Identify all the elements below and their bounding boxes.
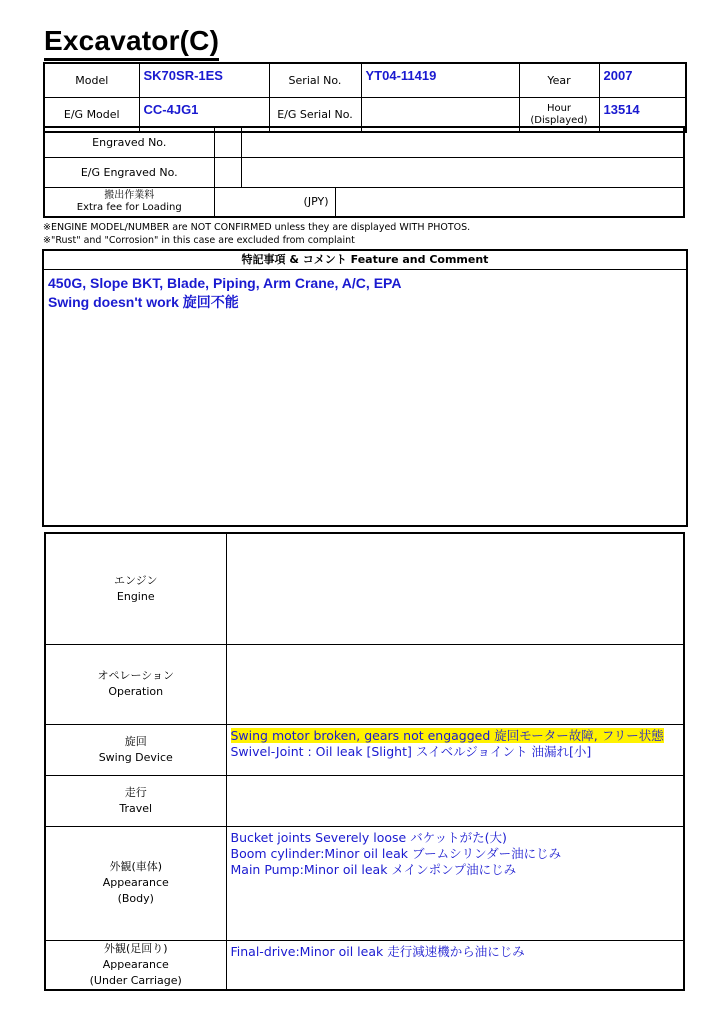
eg-engraved-label: E/G Engraved No. bbox=[44, 157, 214, 187]
appearance-body-line: Main Pump:Minor oil leak メインポンプ油にじみ bbox=[230, 861, 517, 877]
page-title: Excavator(C) bbox=[44, 24, 219, 61]
operation-comment bbox=[226, 644, 684, 724]
inspection-row-operation bbox=[45, 644, 684, 724]
swing-comment-line: Swivel-Joint : Oil leak [Slight] スイベルジョイント 油漏れ[小] bbox=[230, 743, 592, 759]
year-value: 2007 bbox=[599, 63, 686, 98]
appearance-body-line: Bucket joints Severely loose バケットがた(大) bbox=[230, 829, 507, 845]
feature-line: 450G, Slope BKT, Blade, Piping, Arm Crane, A/C, EPA bbox=[48, 275, 402, 291]
swing-comment bbox=[226, 724, 684, 775]
inspection-row-travel bbox=[45, 775, 684, 826]
eg-engraved-check-cell bbox=[214, 157, 241, 187]
appearance-undercarriage-label-en: Appearance bbox=[102, 957, 169, 971]
appearance-undercarriage-line: Final-drive:Minor oil leak 走行減速機から油にじみ bbox=[230, 943, 525, 959]
model-row bbox=[44, 63, 686, 98]
appearance-body-label-en2: (Body) bbox=[117, 892, 154, 905]
eg-model-label: E/G Model bbox=[44, 98, 139, 133]
loading-fee-label-en: Extra fee for Loading bbox=[76, 201, 182, 213]
engine-comment bbox=[226, 533, 684, 644]
travel-comment bbox=[226, 775, 684, 826]
engraved-row bbox=[44, 127, 684, 157]
engraved-value bbox=[241, 127, 684, 157]
engine-label-jp: エンジン bbox=[114, 573, 158, 587]
inspection-row-appearance-body bbox=[45, 826, 684, 940]
engine-label bbox=[45, 533, 226, 644]
feature-heading: 特記事項 & コメント Feature and Comment bbox=[44, 251, 686, 270]
swing-label-jp: 旋回 bbox=[124, 734, 147, 748]
model-label: Model bbox=[44, 63, 139, 98]
appearance-undercarriage-label-en2: (Under Carriage) bbox=[89, 973, 182, 987]
year-label: Year bbox=[519, 63, 599, 98]
loading-fee-label-jp: 搬出作業料 bbox=[104, 189, 155, 201]
model-value: SK70SR-1ES bbox=[139, 63, 269, 98]
appearance-undercarriage-comment bbox=[226, 940, 684, 990]
operation-label bbox=[45, 644, 226, 724]
hour-label-line2: (Displayed) bbox=[530, 114, 588, 126]
engine-note: ※ENGINE MODEL/NUMBER are NOT CONFIRMED unless they are displayed WITH PHOTOS. bbox=[43, 222, 471, 233]
eg-engraved-value bbox=[241, 157, 684, 187]
engraved-table bbox=[43, 126, 685, 218]
serial-label: Serial No. bbox=[269, 63, 361, 98]
hour-value: 13514 bbox=[599, 98, 686, 133]
travel-label-en: Travel bbox=[119, 801, 153, 815]
appearance-body-comment bbox=[226, 826, 684, 940]
swing-label-en: Swing Device bbox=[98, 750, 173, 764]
loading-fee-cell bbox=[214, 187, 684, 217]
feature-line: Swing doesn't work 旋回不能 bbox=[48, 294, 239, 310]
appearance-body-line: Boom cylinder:Minor oil leak ブームシリンダー油にじみ bbox=[230, 845, 562, 861]
swing-label bbox=[45, 724, 226, 775]
appearance-undercarriage-label-jp: 外観(足回り) bbox=[103, 941, 168, 955]
travel-label bbox=[45, 775, 226, 826]
swing-comment-line-highlighted: Swing motor broken, gears not engagged 旋回モーター故障, フリー状態 bbox=[230, 727, 664, 743]
travel-label-jp: 走行 bbox=[124, 785, 147, 799]
machine-info-table bbox=[43, 62, 687, 133]
hour-label-line1: Hour bbox=[546, 102, 572, 114]
loading-fee-row bbox=[44, 187, 684, 217]
loading-fee-label bbox=[44, 187, 214, 217]
operation-label-en: Operation bbox=[108, 685, 164, 698]
loading-fee-currency: (JPY) bbox=[215, 188, 336, 216]
eg-model-value: CC-4JG1 bbox=[139, 98, 269, 133]
engraved-label: Engraved No. bbox=[44, 127, 214, 157]
appearance-body-label-en: Appearance bbox=[102, 876, 169, 889]
feature-comment-box bbox=[42, 249, 688, 527]
inspection-row-appearance-undercarriage bbox=[45, 940, 684, 990]
inspection-row-engine bbox=[45, 533, 684, 644]
inspection-row-swing bbox=[45, 724, 684, 775]
engraved-check-cell bbox=[214, 127, 241, 157]
operation-label-jp: オペレーション bbox=[97, 669, 175, 682]
appearance-body-label bbox=[45, 826, 226, 940]
inspection-table bbox=[44, 532, 685, 991]
engine-label-en: Engine bbox=[116, 589, 155, 603]
appearance-undercarriage-label bbox=[45, 940, 226, 990]
eg-engraved-row bbox=[44, 157, 684, 187]
serial-value: YT04-11419 bbox=[361, 63, 519, 98]
rust-note: ※"Rust" and "Corrosion" in this case are excluded from complaint bbox=[43, 235, 355, 246]
eg-serial-label: E/G Serial No. bbox=[269, 98, 361, 133]
appearance-body-label-jp: 外観(車体) bbox=[109, 860, 163, 873]
